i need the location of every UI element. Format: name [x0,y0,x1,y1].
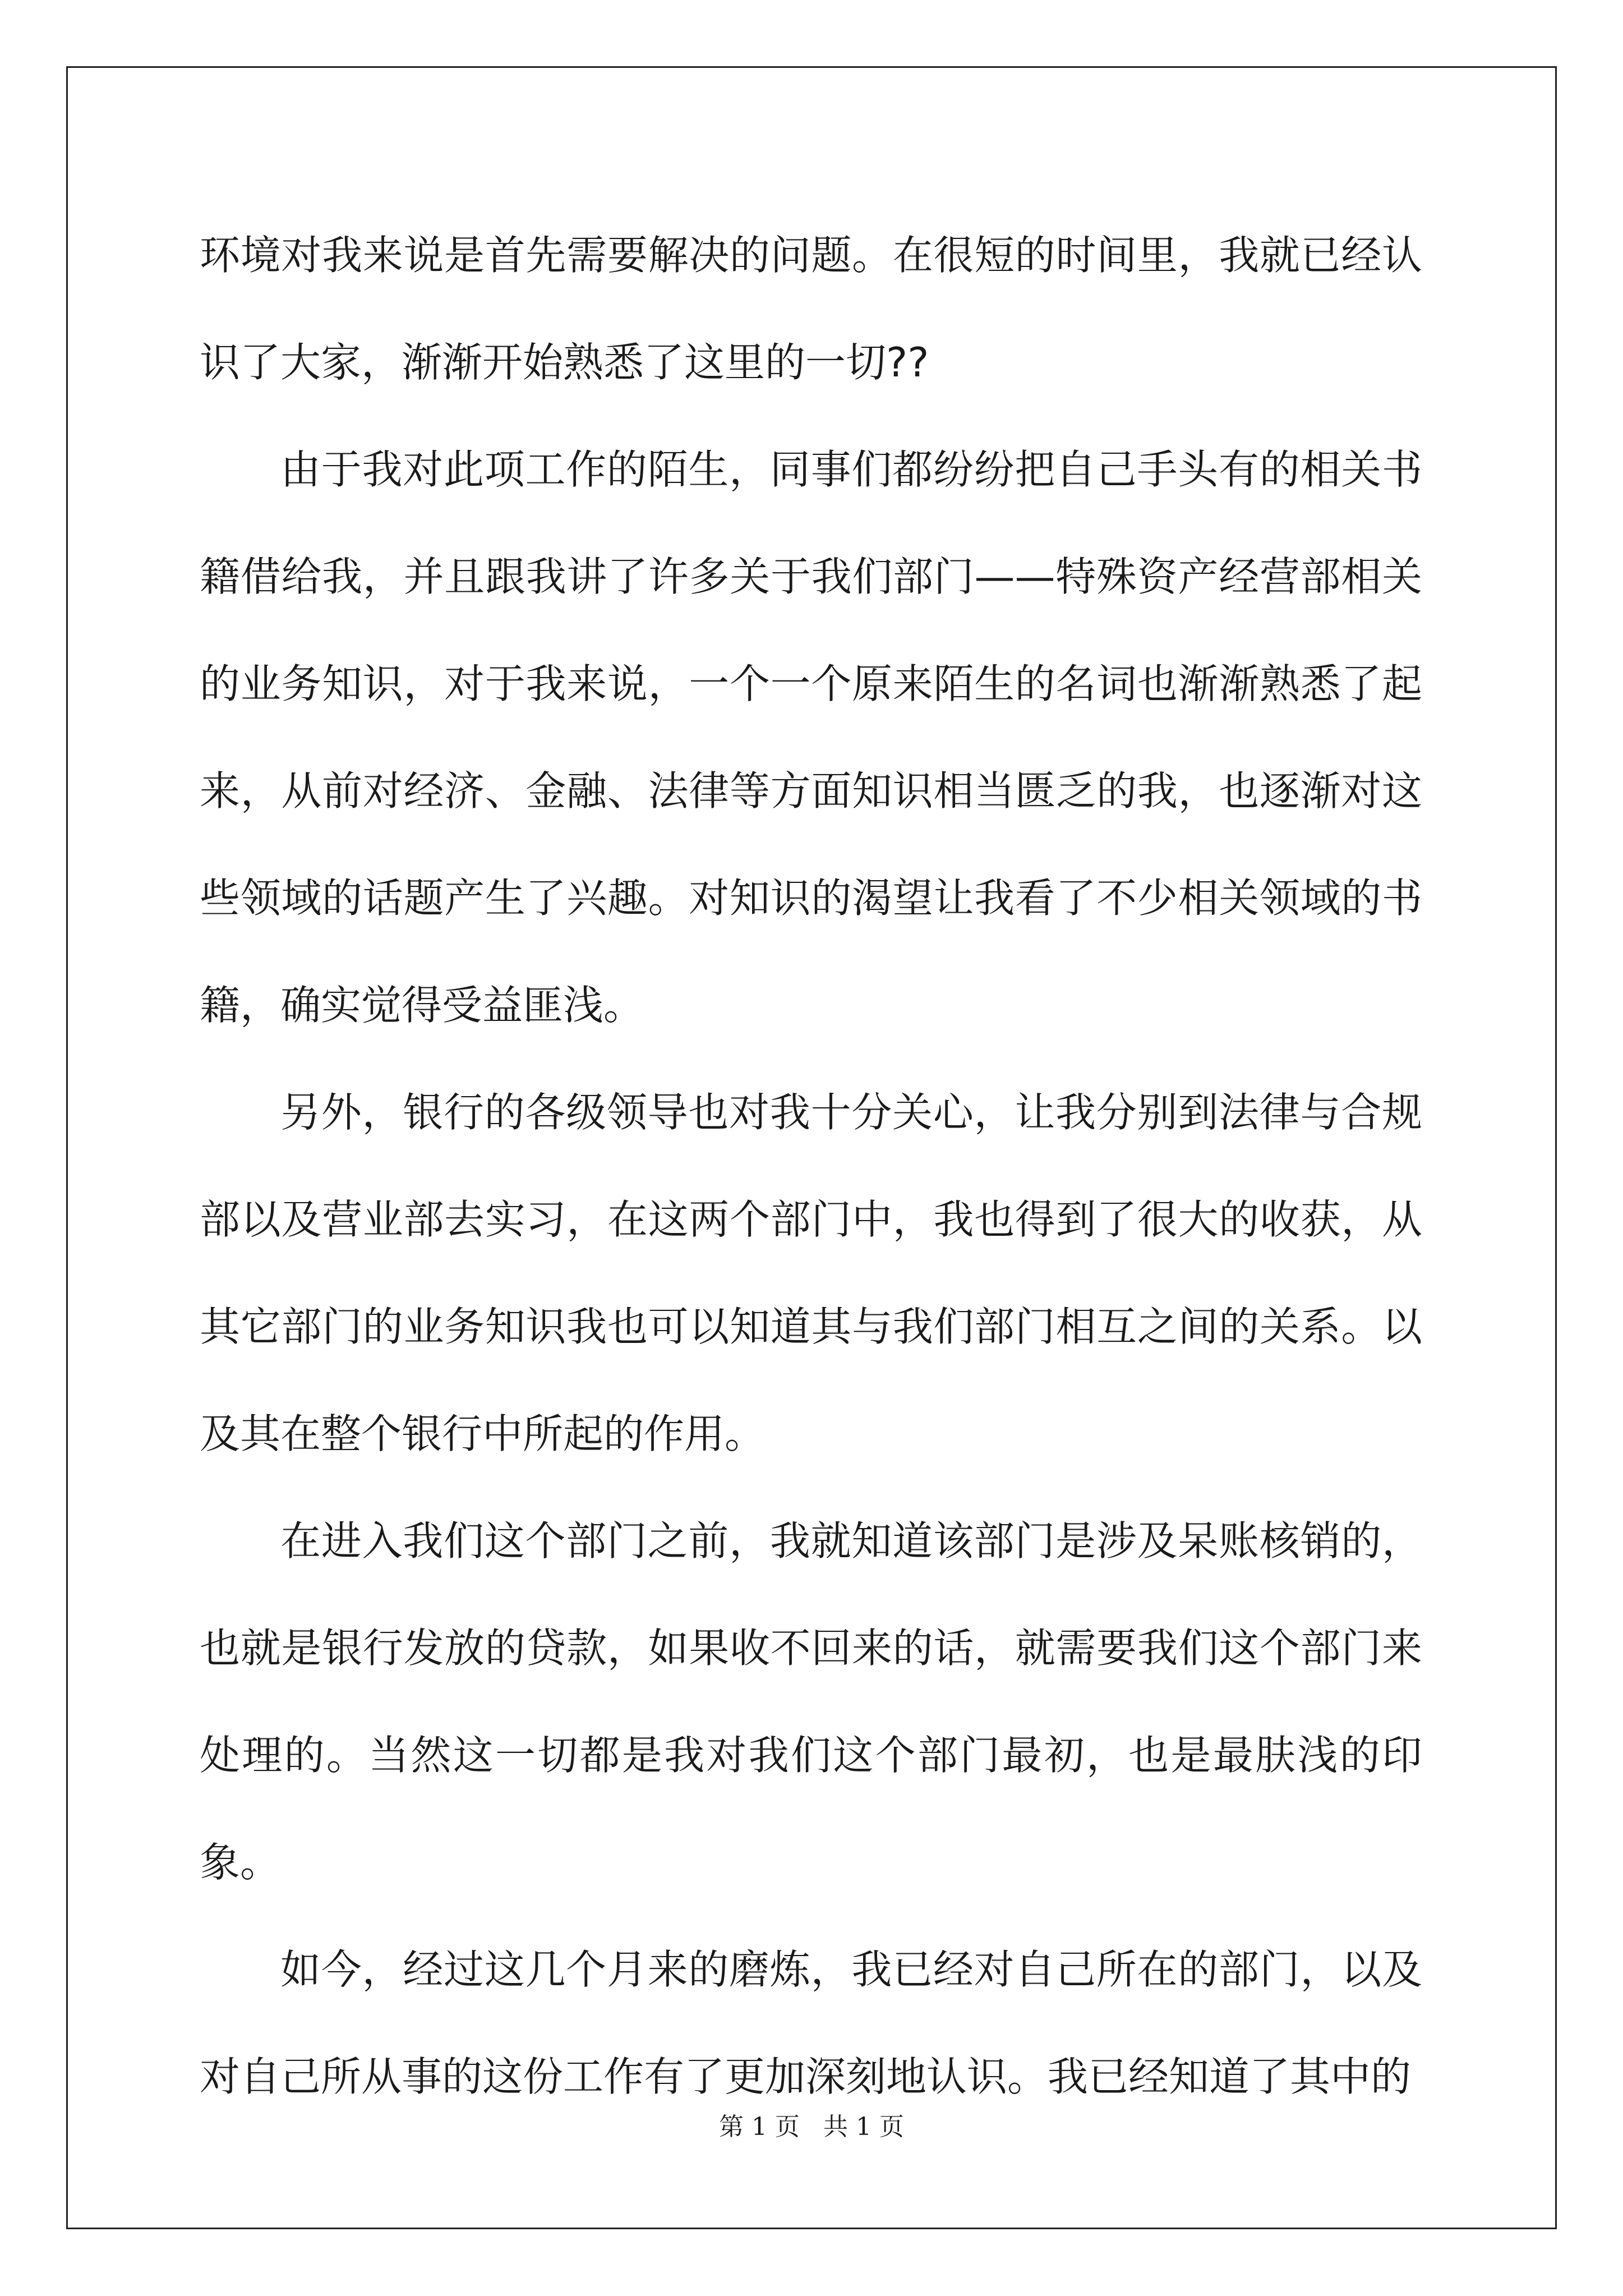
document-body [200,202,1422,2131]
paragraph-5: 如今，经过这几个月来的磨炼，我已经对自己所在的部门，以及对自己所从事的这份工作有了更加深刻地认识。我已经知道了其中的 [200,1946,1422,2100]
paragraph-4: 在进入我们这个部门之前，我就知道该部门是涉及呆账核销的，也就是银行发放的贷款，如果收不回来的话，就需要我们这个部门来处理的。当然这一切都是我对我们这个部门最初，也是最肤浅的印象。 [200,1517,1422,1886]
paragraph-3: 另外，银行的各级领导也对我十分关心，让我分别到法律与合规部以及营业部去实习，在这两个部门中，我也得到了很大的收获，从其它部门的业务知识我也可以知道其与我们部门相互之间的关系。以及其在整个银行中所起的作用。 [200,1089,1422,1457]
paragraph-1: 环境对我来说是首先需要解决的问题。在很短的时间里，我就已经认识了大家，渐渐开始熟悉了这里的一切?? [200,232,1422,386]
paragraph-2: 由于我对此项工作的陌生，同事们都纷纷把自己手头有的相关书籍借给我，并且跟我讲了许多关于我们部门——特殊资产经营部相关的业务知识，对于我来说，一个一个原来陌生的名词也渐渐熟悉了起来，从前对经济、金融、法律等方面知识相当匮乏的我，也逐渐对这些领域的话题产生了兴趣。对知识的渴望让我看了不少相关领域的书籍，确实觉得受益匪浅。 [200,446,1422,1029]
page-number-label: 第 1 页 共 1 页 [719,2113,904,2141]
page-footer [0,2106,1623,2142]
